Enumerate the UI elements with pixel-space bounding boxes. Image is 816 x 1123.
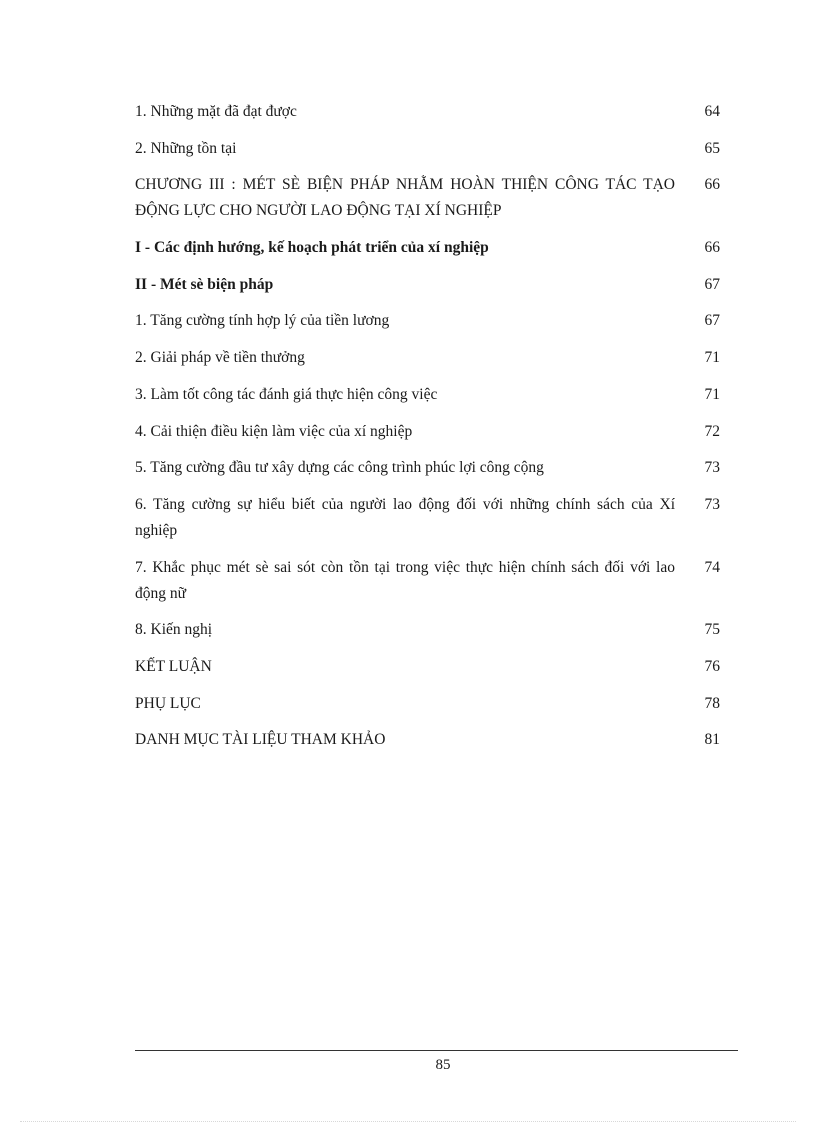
page-number: 85 <box>435 1057 451 1073</box>
toc-entry-title: 6. Tăng cường sự hiểu biết của người lao động đối với những chính sách của Xí nghiệp <box>135 495 675 539</box>
toc-entry-page: 75 <box>704 621 720 639</box>
toc-entry-title: PHỤ LỤC <box>135 694 201 712</box>
toc-entry-page: 73 <box>704 495 720 513</box>
toc-entry <box>135 455 720 481</box>
table-of-contents <box>135 99 720 764</box>
toc-entry-title: I - Các định hướng, kế hoạch phát triển của xí nghiệp <box>135 239 489 257</box>
toc-entry <box>135 727 720 753</box>
toc-entry <box>135 235 720 261</box>
toc-entry-page: 74 <box>704 558 720 576</box>
toc-entry-page: 66 <box>704 176 720 194</box>
toc-entry-page: 71 <box>704 349 720 367</box>
toc-entry-page: 76 <box>704 657 720 675</box>
toc-entry-title: KẾT LUẬN <box>135 657 212 675</box>
toc-entry <box>135 136 720 162</box>
toc-entry-title: 8. Kiến nghị <box>135 621 213 639</box>
toc-entry-page: 67 <box>704 275 720 293</box>
toc-entry <box>135 654 720 680</box>
toc-entry <box>135 419 720 445</box>
toc-entry-page: 65 <box>704 139 720 157</box>
toc-entry <box>135 691 720 717</box>
toc-entry <box>135 555 720 607</box>
toc-entry-title: 2. Những tồn tại <box>135 139 237 157</box>
toc-entry-page: 66 <box>704 239 720 257</box>
toc-entry-title: 3. Làm tốt công tác đánh giá thực hiện công việc <box>135 385 438 403</box>
toc-entry-title: 5. Tăng cường đầu tư xây dựng các công trình phúc lợi công cộng <box>135 459 544 477</box>
toc-entry-title: 7. Khắc phục mét sè sai sót còn tồn tại trong việc thực hiện chính sách đối với lao động nữ <box>135 558 675 602</box>
toc-entry-title: 1. Những mặt đã đạt được <box>135 103 297 120</box>
toc-entry-title: CHƯƠNG III : MÉT SÈ BIỆN PHÁP NHẰM HOÀN THIỆN CÔNG TÁC TẠO ĐỘNG LỰC CHO NGƯỜI LAO ĐỘNG TẠI XÍ NGHIỆP <box>135 176 675 220</box>
toc-entry-title: 2. Giải pháp về tiền thưởng <box>135 349 305 367</box>
footer-rule <box>135 1050 738 1051</box>
toc-entry-page: 78 <box>704 694 720 712</box>
toc-entry <box>135 345 720 371</box>
toc-entry-page: 64 <box>704 103 720 120</box>
toc-entry <box>135 382 720 408</box>
toc-entry-page: 71 <box>704 385 720 403</box>
toc-entry-page: 81 <box>704 731 720 749</box>
toc-entry-title: DANH MỤC TÀI LIỆU THAM KHẢO <box>135 731 386 749</box>
toc-entry <box>135 172 720 224</box>
page-bottom-border <box>20 1121 796 1122</box>
toc-entry-page: 67 <box>704 312 720 330</box>
toc-entry <box>135 308 720 334</box>
toc-entry <box>135 272 720 298</box>
toc-entry-title: 1. Tăng cường tính hợp lý của tiền lương <box>135 312 390 330</box>
toc-entry <box>135 99 720 125</box>
toc-entry-page: 73 <box>704 459 720 477</box>
toc-entry <box>135 492 720 544</box>
toc-entry <box>135 617 720 643</box>
toc-entry-title: 4. Cải thiện điều kiện làm việc của xí nghiệp <box>135 422 413 440</box>
toc-entry-title: II - Mét sè biện pháp <box>135 275 274 293</box>
toc-entry-page: 72 <box>704 422 720 440</box>
